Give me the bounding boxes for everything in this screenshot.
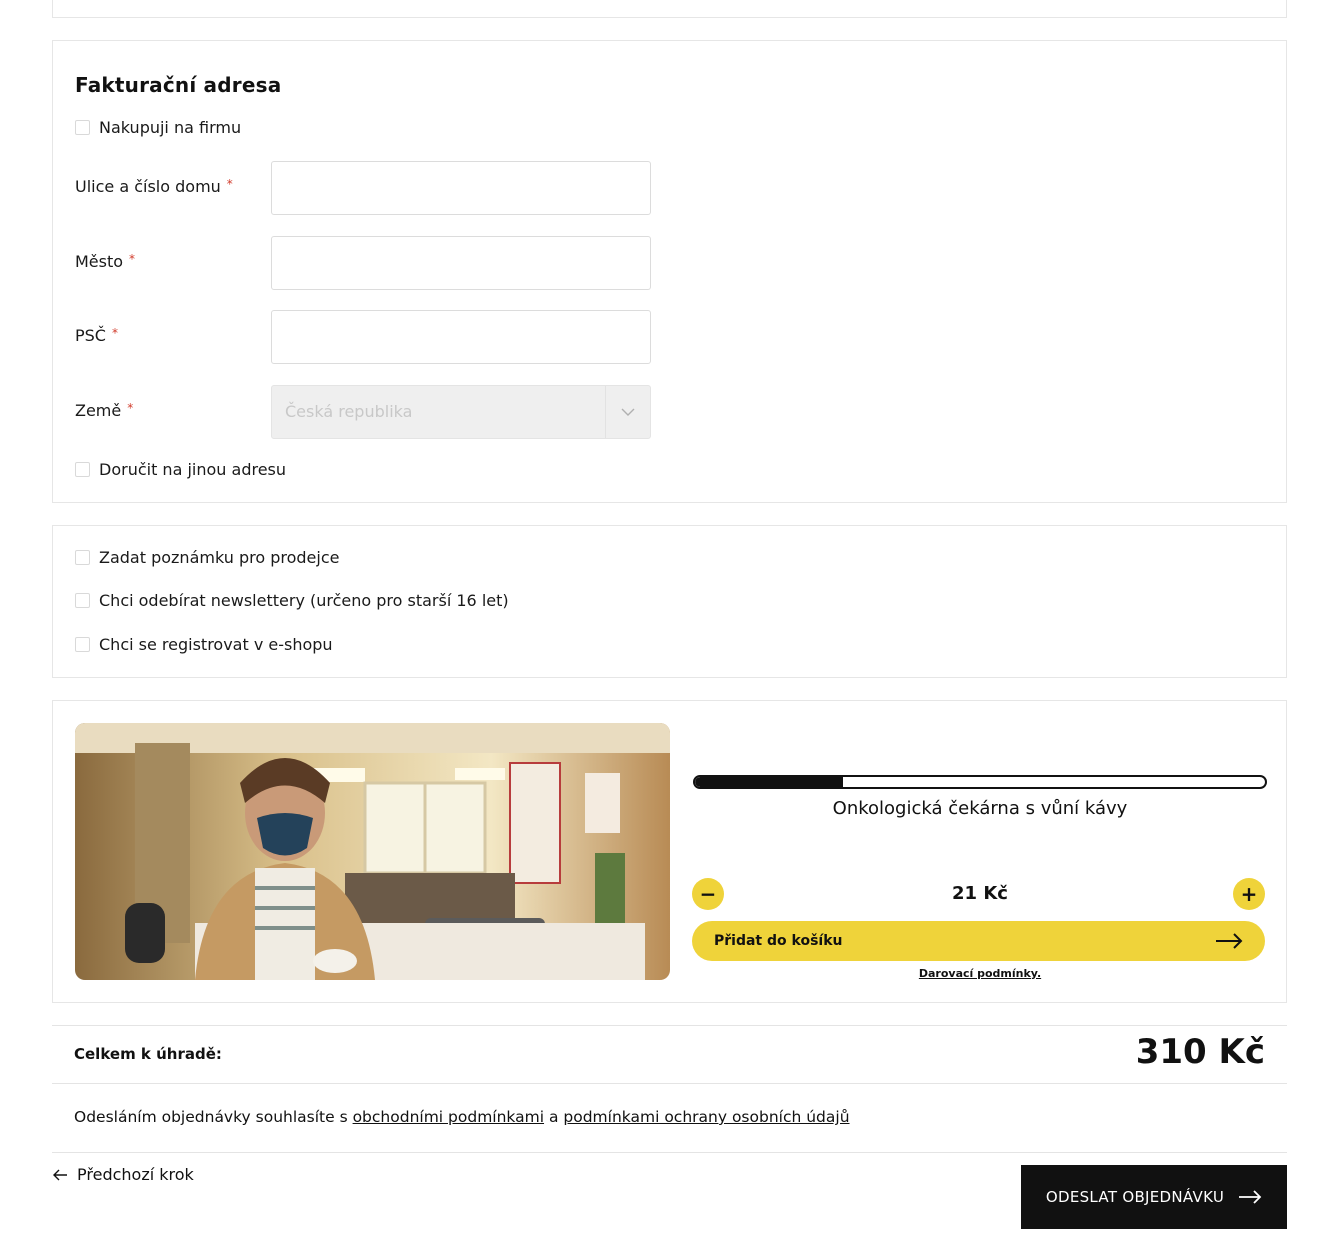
donation-progress-bar (693, 775, 1267, 789)
consent-prefix: Odesláním objednávky souhlasíte s (74, 1108, 353, 1126)
add-to-cart-button[interactable] (692, 921, 1265, 961)
donation-terms-link[interactable]: Darovací podmínky. (918, 967, 1042, 980)
street-label (75, 177, 233, 196)
street-label-text: Ulice a číslo domu (75, 177, 221, 196)
register-checkbox-row[interactable] (75, 635, 333, 654)
terms-link[interactable]: obchodními podmínkami (352, 1108, 545, 1126)
arrow-right-icon (1238, 1190, 1262, 1204)
company-checkbox-label: Nakupuji na firmu (99, 118, 242, 137)
other-address-checkbox-label: Doručit na jinou adresu (99, 460, 287, 479)
submit-order-label: ODESLAT OBJEDNÁVKU (1045, 1188, 1225, 1206)
submit-order-button[interactable] (1021, 1165, 1287, 1229)
add-to-cart-label: Přidat do košíku (714, 933, 843, 949)
country-select-value: Česká republika (285, 402, 413, 421)
zip-label-text: PSČ (75, 326, 106, 345)
seller-note-label: Zadat poznámku pro prodejce (99, 548, 340, 567)
register-checkbox[interactable] (75, 637, 90, 652)
previous-step-label: Předchozí krok (77, 1165, 194, 1184)
other-address-checkbox[interactable] (75, 462, 90, 477)
newsletter-label: Chci odebírat newslettery (určeno pro starší 16 let) (99, 591, 509, 610)
street-input[interactable] (271, 161, 651, 215)
total-top-divider (52, 1025, 1287, 1026)
newsletter-checkbox[interactable] (75, 593, 90, 608)
company-checkbox-row[interactable] (75, 118, 241, 137)
waiting-room-photo-illustration (75, 723, 670, 980)
arrow-right-icon (1215, 933, 1243, 949)
zip-label (75, 326, 118, 345)
donation-photo (75, 723, 670, 980)
consent-middle: a (544, 1108, 564, 1126)
country-label-text: Země (75, 401, 122, 420)
total-value: 310 Kč (1135, 1032, 1265, 1072)
chevron-down-icon[interactable] (605, 386, 650, 438)
donation-card (52, 700, 1287, 1003)
city-input[interactable] (271, 236, 651, 290)
city-label-text: Město (75, 252, 124, 271)
consent-text (74, 1108, 850, 1126)
billing-title: Fakturační adresa (75, 73, 282, 97)
consent-divider (52, 1152, 1287, 1153)
company-checkbox[interactable] (75, 120, 90, 135)
decrease-amount-button[interactable]: − (692, 878, 724, 910)
zip-input[interactable] (271, 310, 651, 364)
other-address-checkbox-row[interactable] (75, 460, 286, 479)
order-options-card (52, 525, 1287, 678)
required-mark: * (127, 401, 134, 415)
donation-progress-fill (695, 777, 843, 787)
country-label (75, 401, 133, 420)
seller-note-checkbox[interactable] (75, 550, 90, 565)
required-mark: * (226, 177, 233, 191)
total-bottom-divider (52, 1083, 1287, 1084)
country-select[interactable] (271, 385, 651, 439)
arrow-left-icon (52, 1169, 68, 1181)
donation-project-title: Onkologická čekárna s vůní kávy (832, 798, 1128, 819)
billing-address-card (52, 40, 1287, 503)
city-label (75, 252, 135, 271)
donation-amount: 21 Kč (952, 883, 1008, 904)
previous-section-card (52, 0, 1287, 18)
privacy-link[interactable]: podmínkami ochrany osobních údajů (563, 1108, 850, 1126)
seller-note-checkbox-row[interactable] (75, 548, 339, 567)
previous-step-link[interactable] (52, 1165, 194, 1184)
required-mark: * (129, 252, 136, 266)
newsletter-checkbox-row[interactable] (75, 591, 509, 610)
total-label: Celkem k úhradě: (74, 1045, 222, 1063)
required-mark: * (111, 326, 118, 340)
increase-amount-button[interactable]: + (1233, 878, 1265, 910)
register-label: Chci se registrovat v e-shopu (99, 635, 333, 654)
